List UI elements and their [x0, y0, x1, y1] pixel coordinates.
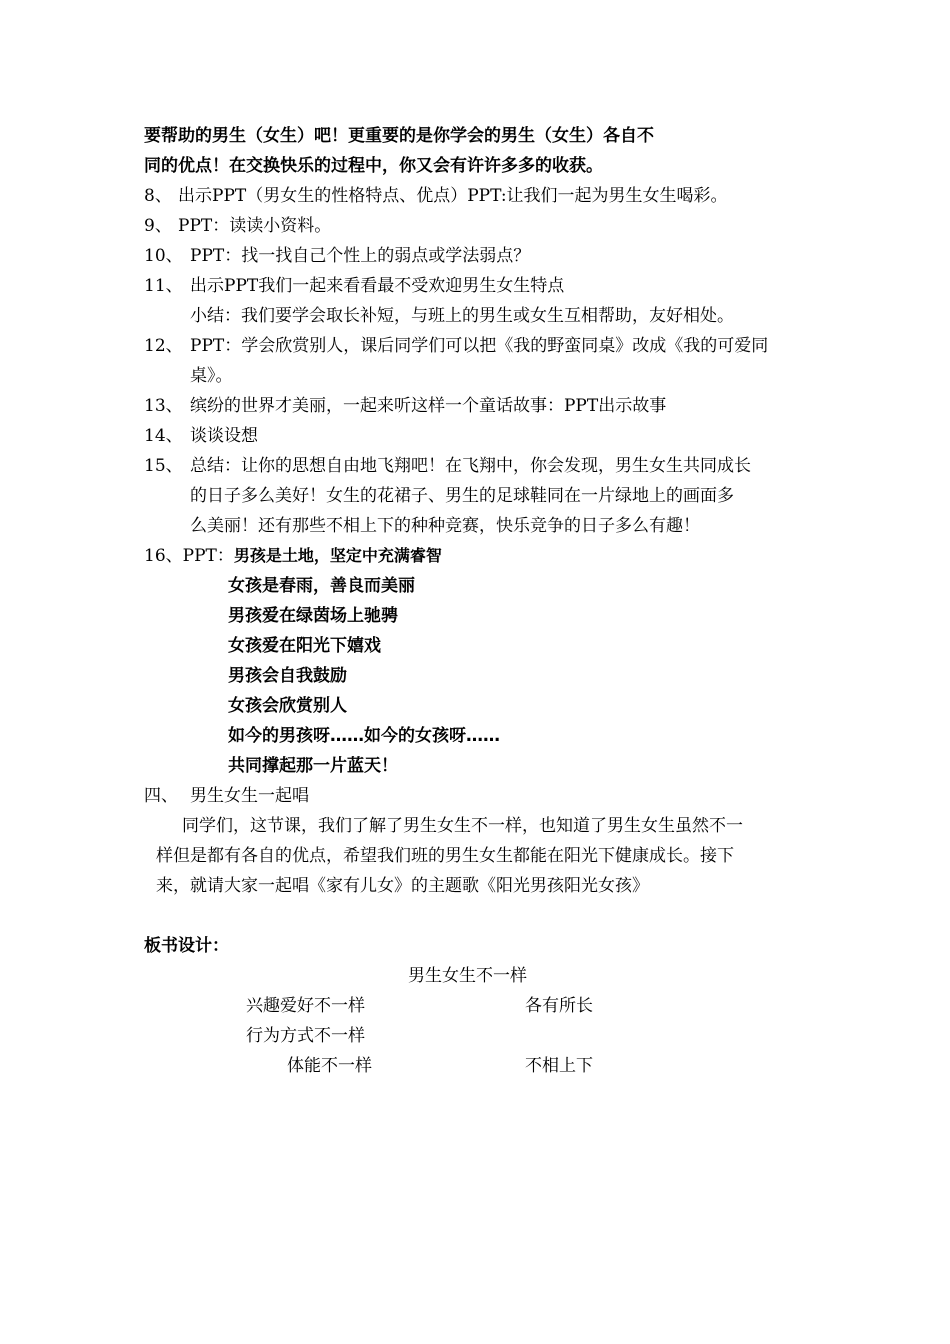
section-number: 四、: [144, 786, 178, 806]
item-text: 总结：让你的思想自由地飞翔吧！在飞翔中，你会发现，男生女生共同成长: [190, 456, 751, 476]
poem-line: 男孩爱在绿茵场上驰骋: [228, 606, 398, 626]
item-continuation: 么美丽！还有那些不相上下的种种竞赛，快乐竞争的日子多么有趣！: [190, 516, 700, 536]
item-number: 15、: [144, 456, 183, 476]
item-text: 缤纷的世界才美丽，一起来听这样一个童话故事：PPT出示故事: [190, 396, 667, 416]
item-text: 出示PPT我们一起来看看最不受欢迎男生女生特点: [190, 276, 565, 296]
board-heading: 板书设计：: [144, 936, 229, 956]
poem-prefix: 16、PPT：: [144, 546, 234, 566]
closing-line: 同学们，这节课，我们了解了男生女生不一样，也知道了男生女生虽然不一: [182, 816, 743, 836]
item-text: PPT：读读小资料。: [178, 216, 332, 236]
poem-line: 女孩是春雨，善良而美丽: [228, 576, 415, 596]
item-number: 13、: [144, 396, 183, 416]
list-item: [144, 214, 331, 238]
board-right-item: 不相上下: [525, 1056, 593, 1076]
poem-line: 男孩会自我鼓励: [228, 666, 347, 686]
item-text: PPT：找一找自己个性上的弱点或学法弱点？: [190, 246, 531, 266]
item-number: 9、: [144, 216, 172, 236]
list-item: [144, 394, 666, 418]
item-text: 出示PPT（男女生的性格特点、优点）PPT:让我们一起为男生女生喝彩。: [178, 186, 728, 206]
board-left-item: 行为方式不一样: [246, 1026, 365, 1046]
closing-line: 来，就请大家一起唱《家有儿女》的主题歌《阳光男孩阳光女孩》: [156, 876, 649, 896]
list-item: [144, 334, 768, 358]
item-text: 谈谈设想: [190, 426, 258, 446]
item-number: 10、: [144, 246, 183, 266]
board-title: 男生女生不一样: [408, 966, 527, 986]
list-item: [144, 424, 258, 448]
board-right-item: 各有所长: [525, 996, 593, 1016]
item-number: 11、: [144, 276, 183, 296]
poem-line: 男孩是土地，坚定中充满睿智: [233, 546, 442, 565]
item-text: PPT：学会欣赏别人，课后同学们可以把《我的野蛮同桌》改成《我的可爱同: [190, 336, 769, 356]
item-number: 8、: [144, 186, 172, 206]
list-item: [144, 454, 751, 478]
board-left-item: 兴趣爱好不一样: [246, 996, 365, 1016]
item-number: 14、: [144, 426, 183, 446]
intro-line: 同的优点！在交换快乐的过程中，你又会有许许多多的收获。: [144, 156, 603, 176]
poem-line: 共同撑起那一片蓝天！: [228, 756, 398, 776]
poem-line: 女孩会欣赏别人: [228, 696, 347, 716]
list-item: [144, 274, 564, 298]
closing-line: 样但是都有各自的优点，希望我们班的男生女生都能在阳光下健康成长。接下: [156, 846, 734, 866]
item-continuation: 的日子多么美好！女生的花裙子、男生的足球鞋同在一片绿地上的画面多: [190, 486, 734, 506]
item-number: 12、: [144, 336, 183, 356]
section-title: 男生女生一起唱: [190, 786, 309, 806]
list-item: [144, 184, 728, 208]
poem-line: 女孩爱在阳光下嬉戏: [228, 636, 381, 656]
intro-line: 要帮助的男生（女生）吧！更重要的是你学会的男生（女生）各自不: [144, 126, 654, 146]
poem-first-line: [144, 544, 442, 568]
section-heading: [144, 784, 309, 808]
item-summary: 小结：我们要学会取长补短，与班上的男生或女生互相帮助，友好相处。: [190, 306, 734, 326]
poem-line: 如今的男孩呀……如今的女孩呀……: [228, 726, 500, 746]
item-continuation: 桌》。: [190, 366, 233, 386]
list-item: [144, 244, 530, 268]
board-left-item: 体能不一样: [287, 1056, 372, 1076]
